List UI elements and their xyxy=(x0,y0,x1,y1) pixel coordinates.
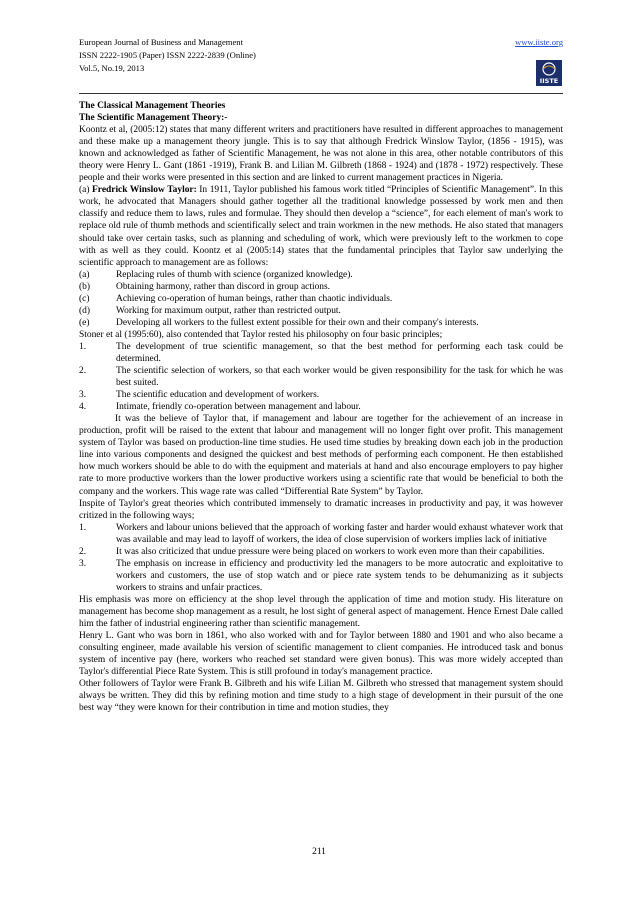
svg-text:IISTE: IISTE xyxy=(539,77,559,85)
taylor-text: In 1911, Taylor published his famous work titled “Principles of Scientific Management”. In this work, he advocated that Managers should gather together all the traditional knowledge possessed by work men and then classify and reduce them to laws, rules and formulae. They should then develop a “science”, for each element of man's work to replace old rule of thumb methods and scientifically select and train workmen in the new methods. He also stated that managers should take over certain tasks, such as planning and scheduling of work, which were previously left to the workmen to cope with as well as they could. Koontz et al (2005:14) states that the fundamental principles that Taylor saw underlying the scientific approach to management are as follows: xyxy=(79,185,563,268)
list-item: 1. The development of true scientific management, so that the best method for performing each task could be determined. xyxy=(79,341,563,364)
page-number: 211 xyxy=(312,847,326,857)
list-item: 3. The scientific education and development of workers. xyxy=(79,390,320,401)
running-header xyxy=(79,36,563,75)
iiste-logo xyxy=(536,60,562,86)
journal-title: European Journal of Business and Management xyxy=(79,37,243,47)
paragraph-emphasis: His emphasis was more on efficiency at the shop level through the application of time and motion study. His literature on management has become shop management as a result, he lost sight of general aspect of management. Hence Ernest Dale called him the father of industrial engineering rather than scientific management. xyxy=(79,594,563,630)
paragraph-gant: Henry L. Gant who was born in 1861, who also worked with and for Taylor between 1880 and 1901 and who also became a consulting engineer, made available his version of scientific management to client companies. He introduced task and bonus system of incentive pay (here, workers who reached set standard were given bonus). This was more widely accepted than Taylor's differential Piece Rate System. This is still profound in today's management practice. xyxy=(79,631,563,678)
volume-line: Vol.5, No.19, 2013 xyxy=(79,63,145,73)
list-item: 2. The scientific selection of workers, so that each worker would be given responsibility for the task for which he was best suited. xyxy=(79,366,563,389)
journal-url-link[interactable]: www.iiste.org xyxy=(515,37,563,47)
list-item: (c) Achieving co-operation of human beings, rather than chaotic individuals. xyxy=(79,293,393,304)
paragraph-koontz: Koontz et al, (2005:12) states that many different writers and practitioners have resulted in different approaches to management and these make up a management theory jungle. This is to say that although Fredrick Winslow Taylor, (1856 - 1915), was known and acknowledged as father of Scientific Management, he was not alone in this area, other notable contributors of this theory were Henry L. Gant (1861 -1919), Frank B. and Lilian M. Gilbreth (1868 - 1924) and (1878 - 1972) respectively. These people and their works were presented in this section and are linked to current management practices in Nigeria. xyxy=(79,125,563,184)
paragraph-inspite: Inspite of Taylor's great theories which contributed immensely to dramatic increases in productivity and pay, it was however critized in the following ways; xyxy=(79,498,563,521)
paragraph-stoner: Stoner et al (1995:60), also contended that Taylor rested his philosophy on four basic principles; xyxy=(79,329,443,340)
list-item: (a) Replacing rules of thumb with science (organized knowledge). xyxy=(79,269,353,280)
basic-principles-list xyxy=(79,341,563,413)
paragraph-gilbreth: Other followers of Taylor were Frank B. Gilbreth and his wife Lilian M. Gilbreth who stressed that management system should always be written. They did this by refining motion and time study to a high stage of development in their pursuit of the one best way “they were known for their contribution in time and motion studies, they xyxy=(79,679,563,714)
paragraph-taylor-belief: It was the believe of Taylor that, if management and labour are together for the achievement of an increase in production, profit will be raised to the extent that labour and management will no longer fight over profit. This management system of Taylor was based on production-line time studies. He used time studies by breaking down each job in the production line into various components and designed the quickest and best methods of performing each component. He then established how much workers should be able to do with the equipment and materials at hand and also encourage employers to pay higher rate to more productive workers than the lower productive workers using a scientific rate that would be beneficial to both the company and the workers. This wage rate was called “Differential Rate System” by Taylor. xyxy=(79,414,563,497)
principles-list xyxy=(79,269,563,329)
list-item: 1. Workers and labour unions believed that the approach of working faster and harder would exhaust whatever work that was available and may lead to layoff of workers, the idea of close supervision of workers implies lack of initiative xyxy=(79,522,563,545)
list-item: 2. It was also criticized that undue pressure were being placed on workers to work even more than their capabilities. xyxy=(79,546,545,557)
list-item: 3. The emphasis on increase in efficiency and productivity led the managers to be more autocratic and exploitative to workers and customers, the use of stop watch and or piece rate system tends to be dehumanizing as it subjects workers to strains and unfair practices. xyxy=(79,558,563,593)
subsection-heading: The Scientific Management Theory:- xyxy=(79,113,228,124)
taylor-name: Fredrick Winslow Taylor: xyxy=(92,185,197,196)
paragraph-label: (a) xyxy=(79,185,90,196)
list-item: (b) Obtaining harmony, rather than discord in group actions. xyxy=(79,281,331,292)
article-body xyxy=(79,100,563,714)
header-rule xyxy=(79,93,563,94)
section-heading: The Classical Management Theories xyxy=(79,101,226,111)
list-item: (d) Working for maximum output, rather than restricted output. xyxy=(79,305,341,316)
criticisms-list xyxy=(79,522,563,594)
list-item: (e) Developing all workers to the fullest extent possible for their own and their company's interests. xyxy=(79,317,479,328)
issn-line: ISSN 2222-1905 (Paper) ISSN 2222-2839 (Online) xyxy=(79,50,256,60)
list-item: 4. Intimate, friendly co-operation between management and labour. xyxy=(79,402,361,413)
paragraph-taylor xyxy=(79,184,563,268)
